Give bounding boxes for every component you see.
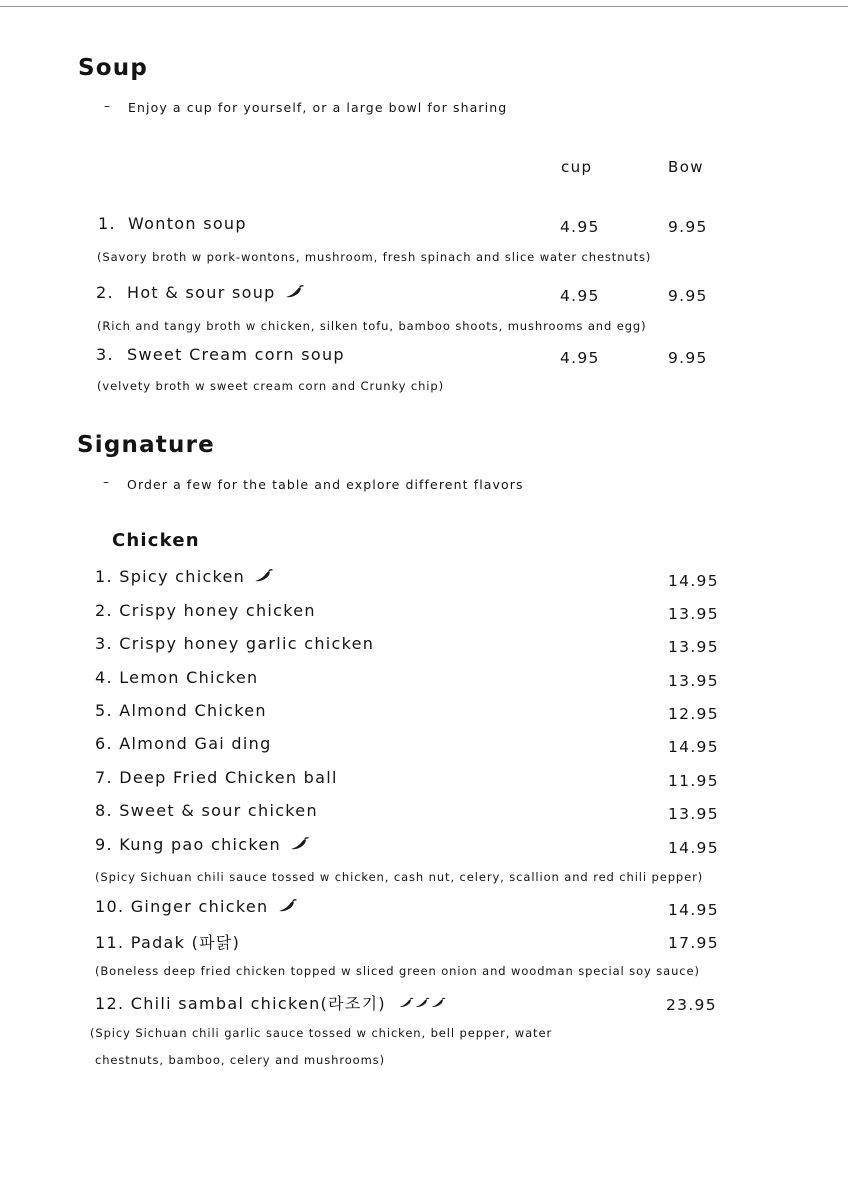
menu-item-name: 6. Almond Gai ding	[95, 734, 272, 753]
cup-price: 4.95	[560, 349, 600, 367]
bowl-price: 9.95	[668, 349, 708, 367]
menu-item-name: Wonton soup	[128, 214, 247, 233]
menu-item-row	[95, 835, 310, 854]
signature-section-title: Signature	[77, 432, 215, 458]
menu-item-description: (Boneless deep fried chicken topped w sliced green onion and woodman special soy sauce)	[95, 964, 700, 978]
menu-item-name: 11. Padak (파닭)	[95, 933, 241, 952]
bowl-price: 9.95	[668, 218, 708, 236]
triple-chili-pepper-icon	[399, 995, 447, 1014]
menu-item-name: 8. Sweet & sour chicken	[95, 801, 318, 820]
menu-item-name: 4. Lemon Chicken	[95, 668, 259, 687]
menu-item-price: 13.95	[668, 605, 719, 623]
menu-item-price: 13.95	[668, 805, 719, 823]
menu-item-name: 1. Spicy chicken	[95, 567, 246, 586]
menu-item-name: 9. Kung pao chicken	[95, 835, 281, 854]
menu-item-name: 3. Crispy honey garlic chicken	[95, 634, 375, 653]
chili-pepper-icon	[285, 285, 305, 299]
menu-item-number: 2.	[96, 283, 114, 302]
menu-item-name: Hot & sour soup	[127, 283, 276, 302]
bowl-price: 9.95	[668, 287, 708, 305]
menu-item-description-line: chestnuts, bamboo, celery and mushrooms)	[95, 1053, 385, 1067]
page-top-border	[0, 6, 848, 7]
menu-item-price: 13.95	[668, 672, 719, 690]
menu-item-name: 10. Ginger chicken	[95, 897, 269, 916]
menu-item-price: 14.95	[668, 839, 719, 857]
cup-price: 4.95	[560, 218, 600, 236]
menu-item-number: 3.	[96, 345, 114, 364]
menu-item-row	[95, 991, 447, 1014]
menu-item-description: (Spicy Sichuan chili sauce tossed w chicken, cash nut, celery, scallion and red chili pepper)	[95, 870, 704, 884]
menu-item-description-line: (Spicy Sichuan chili garlic sauce tossed w chicken, bell pepper, water	[90, 1026, 553, 1040]
menu-item-price: 11.95	[668, 772, 719, 790]
menu-item-number: 1.	[98, 214, 116, 233]
menu-item-row	[95, 567, 274, 586]
menu-item-description: (Savory broth w pork-wontons, mushroom, fresh spinach and slice water chestnuts)	[97, 250, 652, 264]
menu-item-description: (velvety broth w sweet cream corn and Crunky chip)	[97, 379, 444, 393]
menu-item-price: 14.95	[668, 901, 719, 919]
menu-item-row	[127, 283, 305, 302]
menu-item-price: 14.95	[668, 738, 719, 756]
cup-column-header: cup	[561, 158, 593, 176]
signature-subtitle: Order a few for the table and explore different flavors	[127, 477, 524, 492]
chili-pepper-icon	[278, 899, 298, 913]
menu-item-price: 13.95	[668, 638, 719, 656]
chili-pepper-icon	[290, 837, 310, 851]
menu-item-price: 12.95	[668, 705, 719, 723]
menu-item-name: 12. Chili sambal chicken(라조기)	[95, 994, 386, 1013]
cup-price: 4.95	[560, 287, 600, 305]
menu-item-row	[95, 897, 298, 916]
signature-subtitle-dash: –	[103, 475, 109, 489]
soup-subtitle: Enjoy a cup for yourself, or a large bowl for sharing	[128, 100, 508, 115]
menu-item-name: 5. Almond Chicken	[95, 701, 267, 720]
soup-subtitle-dash: –	[104, 99, 110, 113]
category-title-chicken: Chicken	[112, 530, 200, 551]
bowl-column-header: Bow	[668, 158, 704, 176]
menu-item-description: (Rich and tangy broth w chicken, silken tofu, bamboo shoots, mushrooms and egg)	[97, 319, 647, 333]
menu-item-name: 2. Crispy honey chicken	[95, 601, 316, 620]
menu-item-price: 23.95	[666, 996, 717, 1014]
soup-section-title: Soup	[78, 55, 149, 81]
chili-pepper-icon	[254, 569, 274, 583]
menu-item-price: 17.95	[668, 934, 719, 952]
menu-item-price: 14.95	[668, 572, 719, 590]
menu-item-name: Sweet Cream corn soup	[127, 345, 345, 364]
menu-item-name: 7. Deep Fried Chicken ball	[95, 768, 338, 787]
